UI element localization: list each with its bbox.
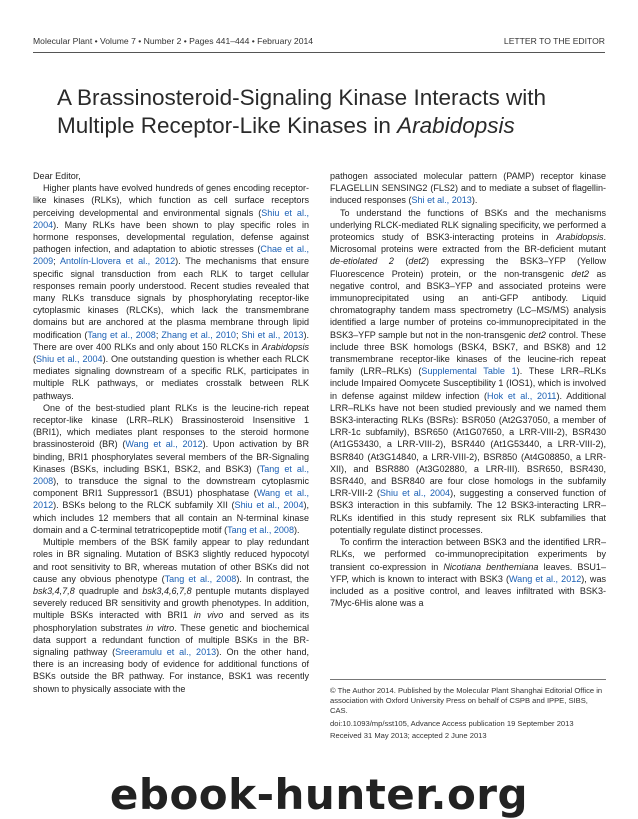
italic-text: Arabidopsis xyxy=(261,341,309,352)
citation-link[interactable]: Tang et al., 2008 xyxy=(33,463,309,487)
footnote-divider xyxy=(330,679,606,680)
text-run: Higher plants have evolved hundreds of genes encoding receptor-like kinases (RLKs), which function as cell surface receptors perceiving developmental and environmental signals ( xyxy=(33,183,309,218)
citation-link[interactable]: Wang et al., 2012 xyxy=(125,439,203,450)
left-paragraphs xyxy=(33,182,309,695)
header-divider xyxy=(33,52,605,53)
text-run: ). Additional LRR–RLKs have not been studied previously and we named them BSK3-interacting RLKs (BSRs): BSR050 (At2G37050, a member of LRR-1c subfamily), BSR650 (At1G07650, a LRR-VIII-2), BSR430 (At1G53430, a LRR-VIII-2), BSR440 (At1G53440, a LRR-VIII-2), BSR840 (At3G14840, a LRR-VIII-2), BSR850 (At4G08850, a LRR-XII), and BSR880 (At3G02880, a LRR-III). BSR650, BSR430, BSR440, and BSR840 are four close homologs in the subfamily LRR-VIII-2 ( xyxy=(330,390,606,499)
italic-text: Nicotiana benthemiana xyxy=(443,561,539,572)
citation-link[interactable]: Chae et al., 2009 xyxy=(33,244,309,267)
text-run: ) expressing the BSK3–YFP (Yellow Fluorescence Protein) protein, or the non-transgenic xyxy=(330,256,606,279)
paragraph xyxy=(33,536,309,695)
footnote xyxy=(330,686,606,743)
text-run: To confirm the interaction between BSK3 and the identified LRR–RLKs, we performed co-immunoprecipitation experiments by transient co-expression in xyxy=(330,537,606,572)
text-run: ). Many RLKs have been shown to play specific roles in hormone responses, developmental regulation, defense against pathogen infection, and adaptation to abiotic stresses ( xyxy=(33,219,309,255)
text-run: quadruple and xyxy=(74,585,143,596)
text-run: Multiple members of the BSK family appear to play redundant roles in BR signaling. Mutation of BSK3 slightly reduced hypocotyl and root sensitivity to BR, whereas mutation of other BSKs did not cause any obvious phenotype ( xyxy=(33,537,309,584)
citation-link[interactable]: Shiu et al., 2004 xyxy=(379,488,451,499)
text-run: ). xyxy=(471,195,478,206)
text-run: One of the best-studied plant RLKs is the leucine-rich repeat receptor-like kinase (LRR–RLK) Brassinosteroid Insensitive 1 (BRI1), which mediates plant responses to the steroid hormone brassinosteroid (BR) ( xyxy=(33,402,309,450)
citation-link[interactable]: Shiu et al., 2004 xyxy=(33,207,309,230)
text-run: ). Upon activation by BR binding, BRI1 phosphorylates several members of the BR-Signaling Kinases (BSKs, including BSK1, BSK2, and BSK3) ( xyxy=(33,439,309,474)
text-run: ; xyxy=(155,329,162,340)
paragraph xyxy=(330,207,606,536)
text-run: pentuple mutants displayed severely reduced BR sensitivity and growth phenotypes. In addition, multiple BSKs interacted with BRI1 xyxy=(33,585,309,621)
section-label: LETTER TO THE EDITOR xyxy=(503,36,605,46)
text-run: ), suggesting a conserved function of BSK3 interaction in this subfamily. The 12 BSK3-interacting LRR–RLKs identified in this study represent six RLK subfamilies that potentially regulate distinct processes. xyxy=(330,488,606,535)
citation-link[interactable]: Shi et al., 2013 xyxy=(411,195,472,206)
article-title xyxy=(57,84,597,140)
italic-text: Arabidopsis xyxy=(556,232,604,243)
citation-link[interactable]: Antolín-Llovera et al., 2012 xyxy=(60,256,176,267)
text-run: and served as its phosphorylation substrates xyxy=(33,610,309,633)
salutation: Dear Editor, xyxy=(33,171,81,181)
text-run: ( xyxy=(393,256,409,267)
citation-link[interactable]: Tang et al., 2008 xyxy=(227,524,294,535)
text-run: leaves. BSU1–YFP, which is known to interact with BSK3 ( xyxy=(330,561,606,584)
paragraph xyxy=(33,182,309,402)
italic-text: det2 xyxy=(528,329,546,340)
text-run: ). One outstanding question is whether each RLCK mediates signaling downstream of a specific RLK, participates in multiple RLK pathways, or mediates crosstalk between RLK pathways. xyxy=(33,354,309,401)
citation-link[interactable]: Tang et al., 2008 xyxy=(164,573,237,584)
text-run: control. These include three BSK homologs (BSK4, BSK7, and BSK8) and 12 transmembrane receptor-like kinases of the leucine-rich repeat family (LRR–RLKs) ( xyxy=(330,329,606,377)
right-column xyxy=(330,170,606,609)
text-run: To understand the functions of BSKs and the mechanisms underlying RLCK-mediated RLK signaling specificity, we performed a proteomics study of BSK3-interacting proteins in xyxy=(330,207,606,243)
text-run: ), was included as a positive control, and leaves infiltrated with BSK3-7Myc-6His alone was a xyxy=(330,573,607,609)
text-run: ), to transduce the signal to the downstream cytoplasmic component BRI1 Suppressor1 (BSU1) phosphatase ( xyxy=(33,476,309,499)
journal-info: Molecular Plant • Volume 7 • Number 2 • Pages 441–444 • February 2014 xyxy=(33,36,314,46)
watermark: ebook-hunter.org xyxy=(109,770,529,819)
italic-text: det2 xyxy=(408,256,427,267)
text-run: ). On the other hand, there is an increasing body of evidence for additional functions of BSKs outside the BR pathway. For instance, BSK1 was recently shown to physically associate with the xyxy=(33,646,309,694)
title-italic-text: Arabidopsis xyxy=(397,113,515,138)
left-column xyxy=(33,170,309,695)
text-run: ). There are over 400 RLKs and only about 150 RLCKs in xyxy=(33,329,309,352)
citation-link[interactable]: Sreeramulu et al., 2013 xyxy=(115,646,217,657)
title-text: A Brassinosteroid-Signaling Kinase Interacts with Multiple Receptor-Like Kinases in xyxy=(57,85,547,138)
italic-text: de-etiolated 2 xyxy=(330,256,394,267)
doi-line: doi:10.1093/mp/sst105, Advance Access publication 19 September 2013 xyxy=(330,718,574,728)
paragraph xyxy=(33,402,309,536)
italic-text: bsk3,4,6,7,8 xyxy=(142,585,192,596)
citation-link[interactable]: Shiu et al., 2004 xyxy=(36,354,103,365)
running-header xyxy=(33,33,605,49)
text-run: ). BSKs belong to the RLCK subfamily XII ( xyxy=(53,500,235,511)
italic-text: det2 xyxy=(571,268,589,279)
text-run: ). xyxy=(294,524,300,535)
received-line: Received 31 May 2013; accepted 2 June 2013 xyxy=(330,730,487,740)
text-run: . Microsomal proteins were extracted from the BR-deficient mutant xyxy=(330,232,606,255)
citation-link[interactable]: Hok et al., 2011 xyxy=(487,390,557,401)
italic-text: bsk3,4,7,8 xyxy=(33,585,75,596)
text-run: pathogen associated molecular pattern (PAMP) receptor kinase FLAGELLIN SENSING2 (FLS2) and to mediate a subset of flagellin-induced responses ( xyxy=(330,171,606,206)
text-run: ). These LRR–RLKs include Impaired Oomycete Susceptibility 1 (IOS1), which is involved in defense against mildew infection ( xyxy=(330,366,606,401)
paragraph xyxy=(330,170,606,207)
text-run: . These genetic and biochemical data support a redundant function of multiple BSKs in the BR-signaling pathway ( xyxy=(33,622,309,657)
citation-link[interactable]: Zhang et al., 2010 xyxy=(161,329,236,340)
text-run: ; xyxy=(53,256,60,267)
text-run: ; xyxy=(235,329,242,340)
italic-text: in vitro xyxy=(146,622,175,633)
paragraph xyxy=(330,536,606,609)
copyright-notice: © The Author 2014. Published by the Molecular Plant Shanghai Editorial Office in association with Oxford University Press on behalf of CSPB and IPPE, SIBS, CAS. xyxy=(330,686,603,716)
citation-link[interactable]: Wang et al., 2012 xyxy=(33,488,309,511)
text-run: ). In contrast, the xyxy=(236,573,310,584)
text-run: ), which includes 12 members that all contain an N-terminal kinase domain and a C-terminal tetratricopeptide motif ( xyxy=(33,500,310,535)
citation-link[interactable]: Supplemental Table 1 xyxy=(421,366,517,377)
text-run: as negative control, and BSK3–YFP and associated proteins were immunoprecipitated using an anti-GFP antibody. Liquid chromatography tandem mass spectrometry (LC–MS/MS) analysis identified a large number of proteins co-immunoprecipitated in the BSK3–YFP sample but not in the non-transgenic xyxy=(330,268,606,340)
text-run: ( xyxy=(33,354,37,365)
citation-link[interactable]: Tang et al., 2008 xyxy=(87,329,156,340)
italic-text: in vivo xyxy=(193,610,224,621)
text-run: ). The mechanisms that ensure specific signal transduction from each RLK to target cellular responses remain poorly understood. Recent studies revealed that many RLKs transduce signals by phosphorylating receptor-like cytoplasmic kinases (RLCKs), which lack the transmembrane domains but are anchored at the plasma membrane through lipid modification ( xyxy=(33,256,309,340)
citation-link[interactable]: Wang et al., 2012 xyxy=(508,573,582,584)
citation-link[interactable]: Shi et al., 2013 xyxy=(241,329,304,340)
citation-link[interactable]: Shiu et al., 2004 xyxy=(234,500,304,511)
right-paragraphs xyxy=(330,170,606,609)
